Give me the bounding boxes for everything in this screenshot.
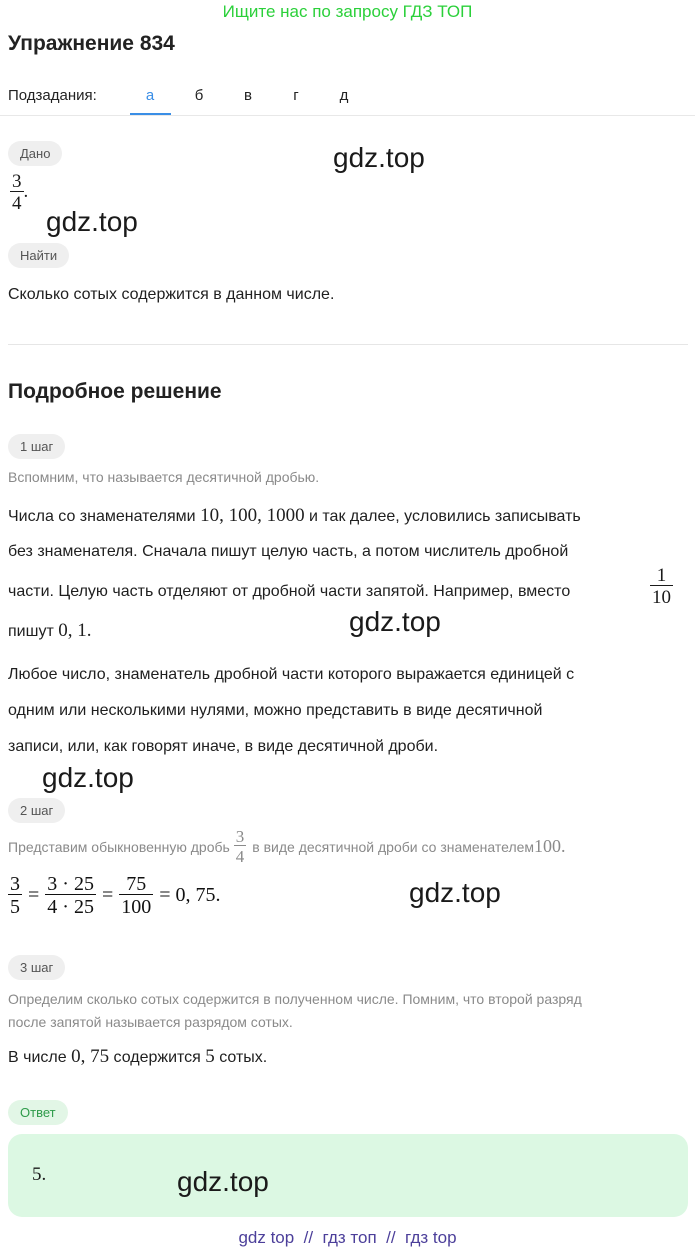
- page-title: Упражнение 834: [8, 32, 175, 55]
- step-2-hint: Представим обыкновенную дробь $\frac{3}{4}$ в виде десятичной дроби со знаменателем 100.: [8, 827, 566, 866]
- step-3-hint-line-2: после запятой называется разрядом сотых.: [8, 1014, 293, 1030]
- step-1-para-2-line-2: одним или несколькими нулями, можно представить в виде десятичной: [8, 702, 543, 719]
- step-3-hint-line-1: Определим сколько сотых содержится в полученном числе. Помним, что второй разряд: [8, 991, 582, 1007]
- tab-d[interactable]: д: [339, 87, 349, 104]
- step-1-hint: Вспомним, что называется десятичной дробью.: [8, 469, 320, 485]
- section-divider: [8, 344, 688, 345]
- subtasks-label: Подзадания:: [8, 87, 97, 104]
- answer-badge: Ответ: [8, 1100, 68, 1125]
- footer-links[interactable]: gdz top // гдз топ // гдз top: [238, 1228, 457, 1247]
- watermark: gdz.top: [42, 762, 134, 793]
- watermark: gdz.top: [333, 142, 425, 173]
- watermark: gdz.top: [46, 206, 138, 237]
- answer-value: 5.: [32, 1164, 47, 1185]
- step-2-badge: 2 шаг: [8, 798, 65, 823]
- step-1-line-3: части. Целую часть отделяют от дробной части запятой. Например, вместо: [8, 583, 571, 600]
- fraction-one-tenth: $\frac{1}{10}$: [652, 565, 671, 608]
- search-banner: Ищите нас по запросу ГДЗ ТОП: [222, 2, 473, 21]
- step-1-line-1: Числа со знаменателями 10, 100, 1000 и так далее, условились записывать: [8, 505, 581, 526]
- tabs-divider: [0, 115, 695, 116]
- watermark: gdz.top: [177, 1166, 269, 1197]
- tab-g[interactable]: г: [293, 87, 299, 104]
- step-1-badge: 1 шаг: [8, 434, 65, 459]
- tab-v[interactable]: в: [244, 87, 252, 104]
- step-1-line-2: без знаменателя. Сначала пишут целую часть, а потом числитель дробной: [8, 543, 569, 560]
- step-3-badge: 3 шаг: [8, 955, 65, 980]
- watermark: gdz.top: [409, 877, 501, 908]
- step-1-para-2-line-3: записи, или, как говорят иначе, в виде десятичной дроби.: [8, 738, 439, 755]
- tab-b[interactable]: б: [194, 87, 204, 104]
- step-1-line-4: пишут 0, 1.: [8, 620, 92, 641]
- find-badge: Найти: [8, 243, 69, 268]
- solution-title: Подробное решение: [8, 380, 222, 403]
- conversion-equation: $\frac{3}{5}$ = $\frac{3 \cdot 25}{4 \cdot 25}$ = $\frac{75}{100}$ = 0, 75.: [10, 873, 221, 918]
- answer-box: [8, 1134, 688, 1217]
- step-1-para-2-line-1: Любое число, знаменатель дробной части которого выражается единицей с: [8, 666, 575, 683]
- given-value: $\frac{3}{4}$ .: [12, 171, 29, 214]
- tab-a[interactable]: а: [145, 87, 155, 104]
- step-3-text: В числе 0, 75 содержится 5 сотых.: [8, 1046, 268, 1067]
- watermark: gdz.top: [349, 606, 441, 637]
- find-text: Сколько сотых содержится в данном числе.: [8, 286, 335, 303]
- given-badge: Дано: [8, 141, 62, 166]
